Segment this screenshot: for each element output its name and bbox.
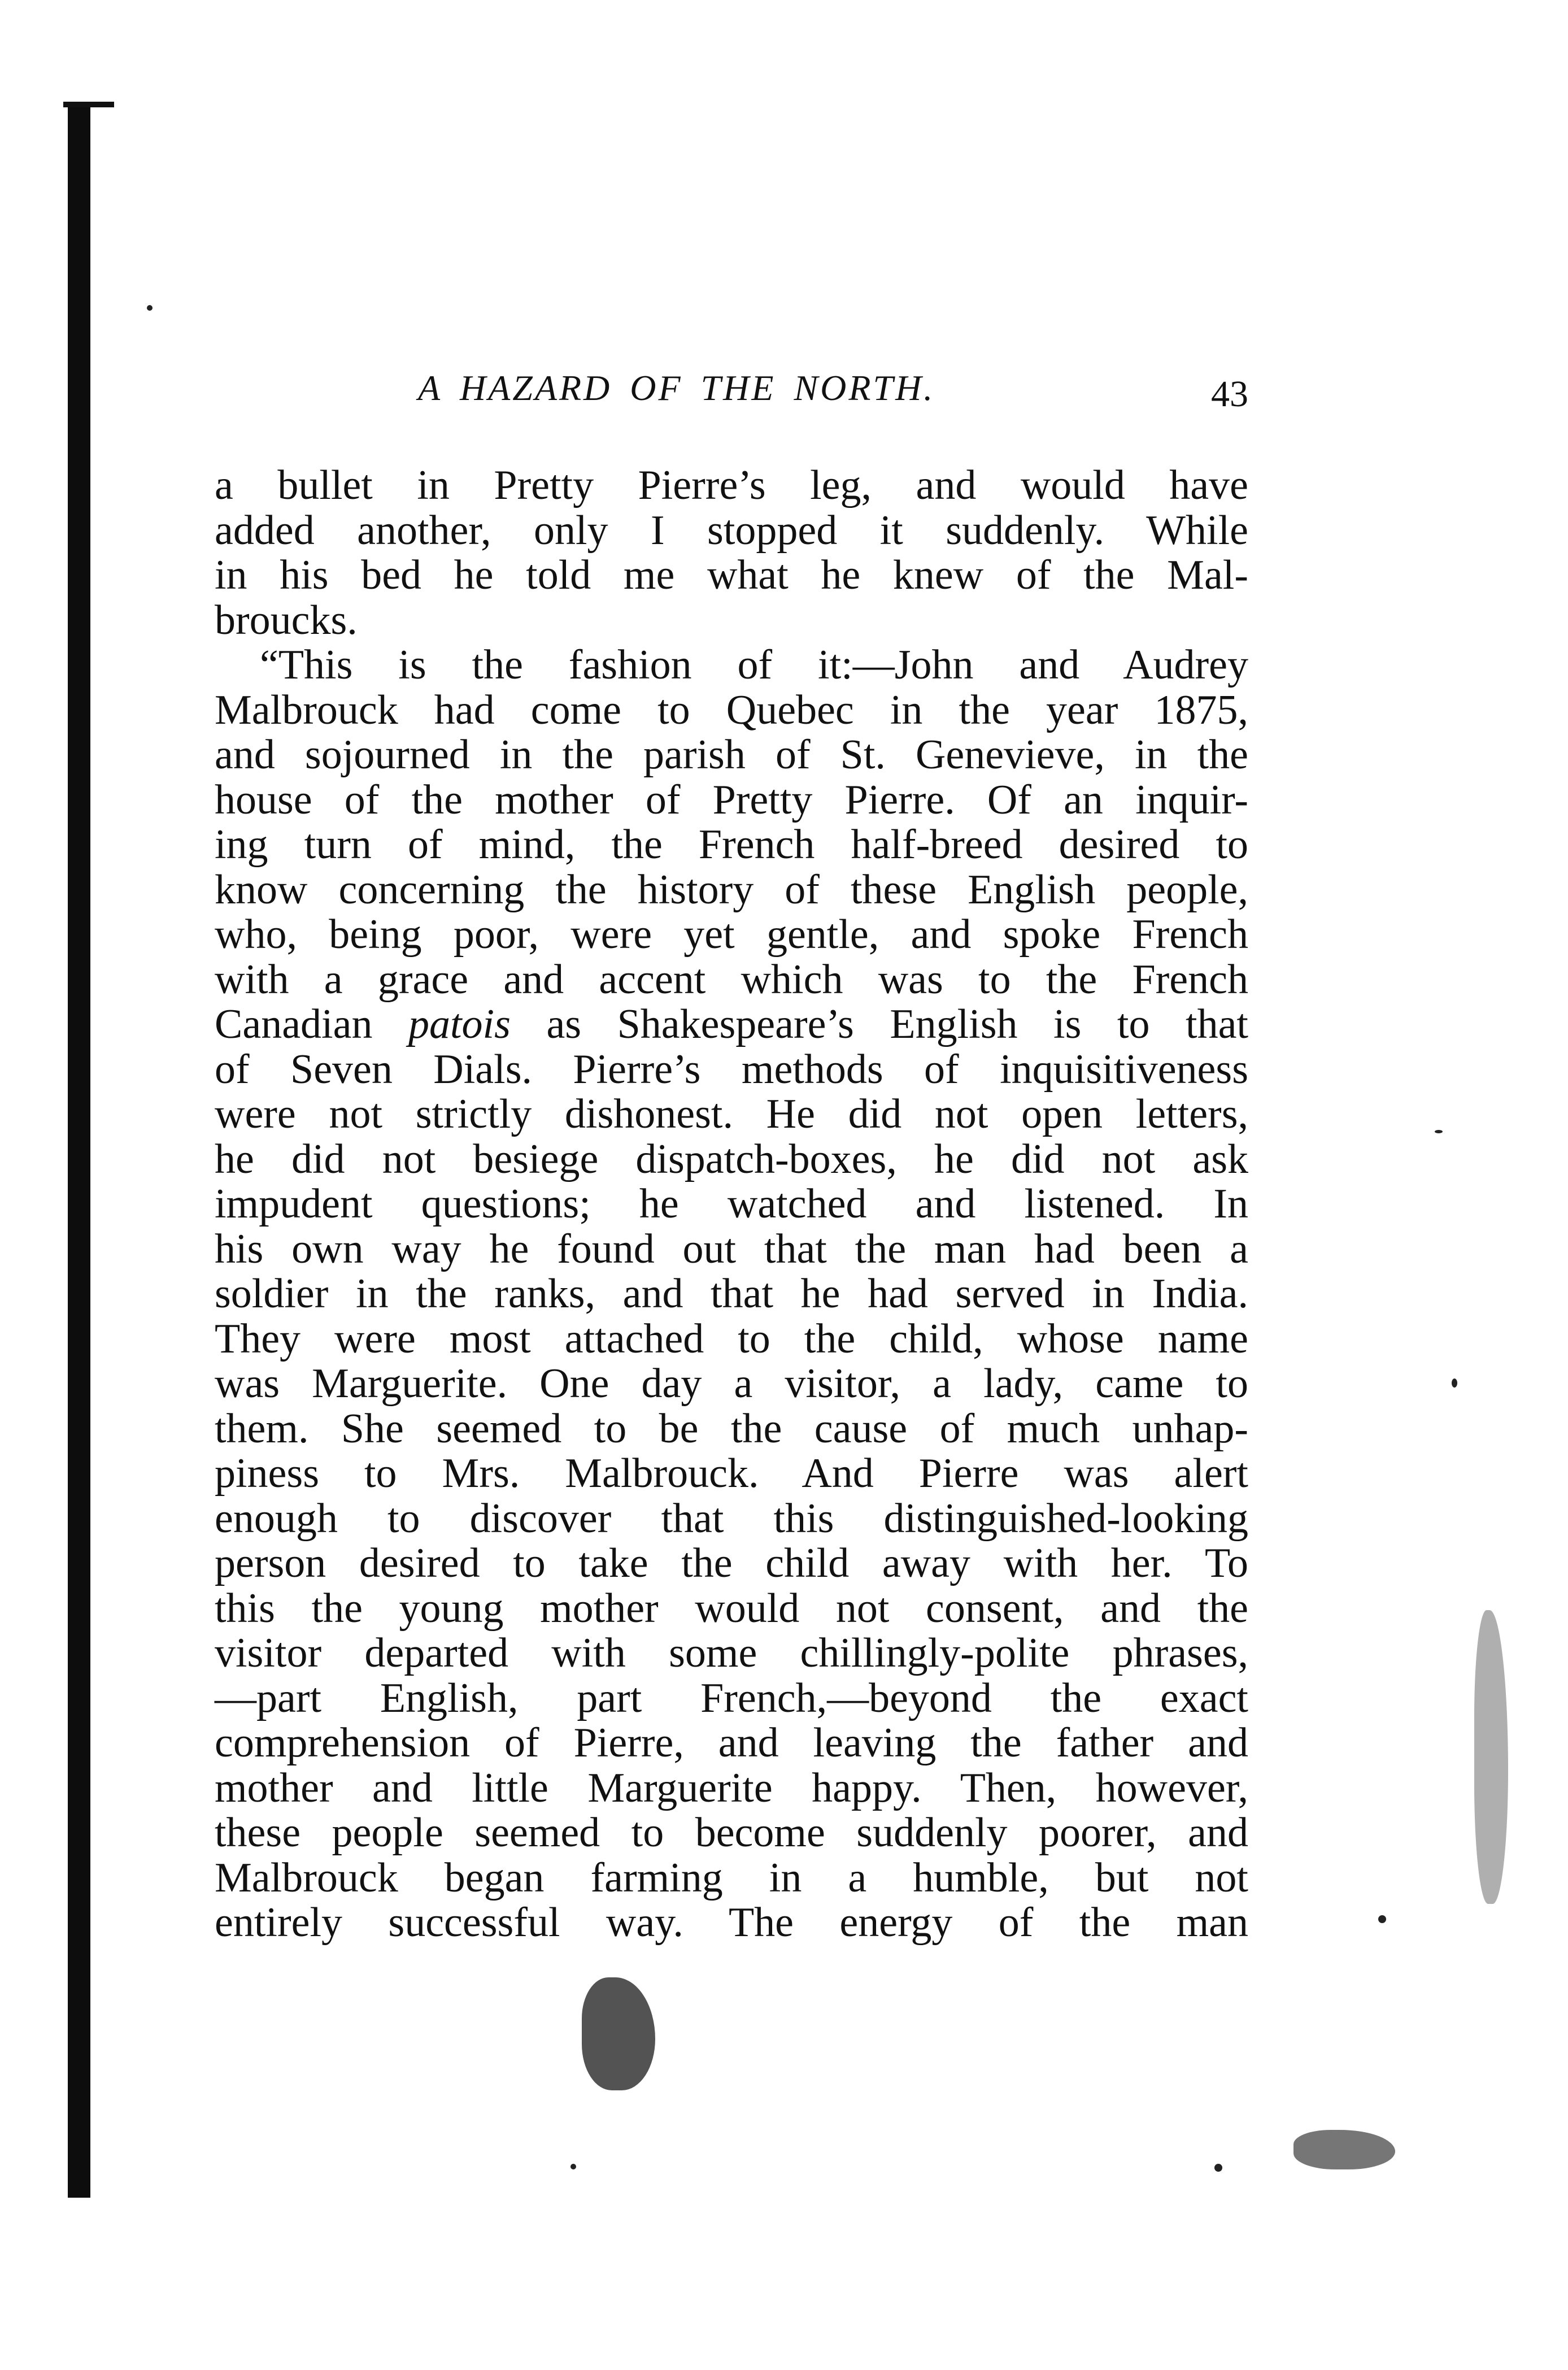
running-head (215, 362, 1248, 429)
text-line: soldier in the ranks, and that he had served in India. (215, 1271, 1248, 1317)
text-line: were not strictly dishonest. He did not open letters, (215, 1091, 1248, 1137)
italic-word: patois (408, 1001, 511, 1047)
ink-speck (1435, 1130, 1443, 1133)
text-line: Malbrouck had come to Quebec in the year 1875, (215, 686, 1248, 733)
ink-smudge (582, 1977, 655, 2090)
text-line: a bullet in Pretty Pierre’s leg, and would have (215, 462, 1248, 508)
text-line: Canadian patois as Shakespeare’s English is to that (215, 1001, 1248, 1047)
text-line: person desired to take the child away with her. To (215, 1540, 1248, 1586)
text-line: them. She seemed to be the cause of much unhap- (215, 1405, 1248, 1452)
text-line: he did not besiege dispatch-boxes, he did not ask (215, 1136, 1248, 1182)
text-line: impudent questions; he watched and listened. In (215, 1181, 1248, 1227)
text-line: know concerning the history of these English people, (215, 866, 1248, 913)
text-line: entirely successful way. The energy of the man (215, 1899, 1248, 1946)
text-line: broucks. (215, 597, 358, 643)
text-line: house of the mother of Pretty Pierre. Of an inquir- (215, 776, 1248, 823)
ink-speck (147, 305, 153, 311)
running-title: A HAZARD OF THE NORTH. (418, 368, 935, 408)
text-line: added another, only I stopped it suddenly. While (215, 507, 1248, 554)
text-line: of Seven Dials. Pierre’s methods of inquisitiveness (215, 1046, 1248, 1093)
ink-speck (1452, 1378, 1457, 1388)
ink-speck (1378, 1915, 1386, 1923)
text-line: comprehension of Pierre, and leaving the father and (215, 1720, 1248, 1766)
binding-mark (63, 102, 114, 107)
binding-shadow (68, 102, 90, 2198)
ink-smudge (1293, 2130, 1395, 2169)
text-line: —part English, part French,—beyond the exact (215, 1675, 1248, 1721)
text-line: ing turn of mind, the French half-breed desired to (215, 821, 1248, 868)
ink-smudge (1474, 1610, 1508, 1904)
ink-speck (570, 2164, 576, 2169)
text-line: Malbrouck began farming in a humble, but not (215, 1854, 1248, 1901)
text-line: his own way he found out that the man had been a (215, 1225, 1248, 1272)
text-line: They were most attached to the child, whose name (215, 1315, 1248, 1362)
text-line: visitor departed with some chillingly-polite phrases, (215, 1630, 1248, 1676)
text-line: this the young mother would not consent, and the (215, 1585, 1248, 1632)
page-number: 43 (1211, 373, 1248, 415)
text-line: mother and little Marguerite happy. Then, however, (215, 1764, 1248, 1811)
text-line: these people seemed to become suddenly poorer, and (215, 1810, 1248, 1856)
text-line: “This is the fashion of it:—John and Audrey (260, 642, 1248, 688)
text-line: was Marguerite. One day a visitor, a lady, came to (215, 1360, 1248, 1407)
ink-speck (1214, 2164, 1222, 2172)
text-line: who, being poor, were yet gentle, and spoke French (215, 911, 1248, 958)
text-line: with a grace and accent which was to the French (215, 956, 1248, 1003)
book-page (215, 362, 1248, 1946)
text-line: enough to discover that this distinguished-looking (215, 1495, 1248, 1542)
text-line: and sojourned in the parish of St. Genevieve, in the (215, 732, 1248, 778)
body-text (215, 463, 1248, 1946)
text-line: piness to Mrs. Malbrouck. And Pierre was alert (215, 1450, 1248, 1497)
text-line: in his bed he told me what he knew of the Mal- (215, 552, 1248, 598)
